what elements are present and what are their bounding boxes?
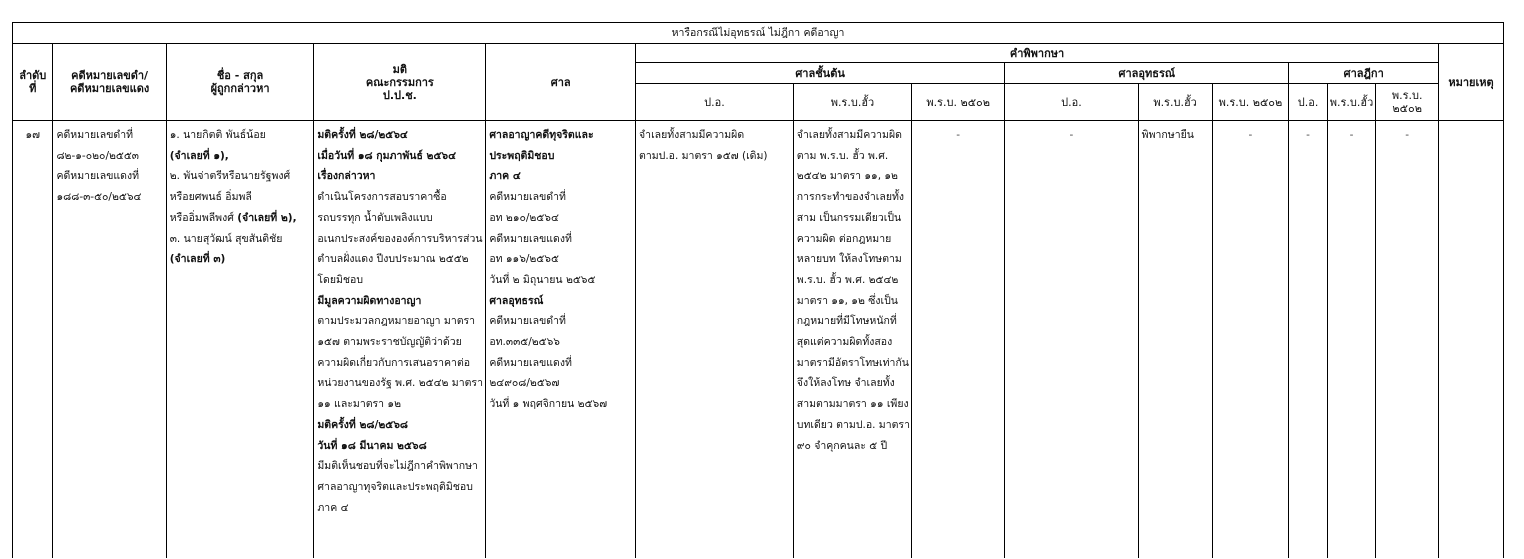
cell-line: บทเดียว ตามป.อ. มาตรา (796, 418, 910, 431)
cell-line: ๙๐ จำคุกคนละ ๕ ปี (796, 439, 888, 452)
cell-line: วันที่ ๒ มิถุนายน ๒๕๖๕ (489, 273, 596, 286)
cell-line: สามตามมาตรา ๑๑ เพียง (796, 398, 909, 411)
cell-line: เรื่องกล่าวหา (317, 170, 376, 183)
cell-first-act-2502: - (912, 121, 1005, 559)
cell-line: กฎหมายที่มีโทษหนักที่ (796, 315, 897, 328)
header-remark: หมายเหตุ (1439, 44, 1504, 121)
cell-line: มติครั้งที่ ๒๘/๒๕๖๘ (317, 418, 408, 431)
cell-line: ๑๑ และมาตรา ๑๒ (317, 398, 401, 411)
header-case-no: คดีหมายเลขดำ/ คดีหมายเลขแดง (53, 44, 166, 121)
cell-line: มติครั้งที่ ๒๘/๒๕๖๔ (317, 129, 408, 141)
header-appeal-court: ศาลอุทธรณ์ (1005, 63, 1289, 84)
header-first-po: ป.อ. (636, 84, 794, 121)
cell-line: ประพฤติมิชอบ (489, 149, 555, 162)
cell-line: สุดแต่ความผิดทั้งสอง (796, 336, 893, 349)
cell-first-bid-act (793, 121, 911, 559)
cell-supreme-act-2502: - (1376, 121, 1439, 559)
cell-line: ศาลอาญาคดีทุจริตและ (489, 129, 594, 141)
header-resolution: มติ คณะกรรมการ ป.ป.ช. (314, 44, 486, 121)
header-supreme-act-2502: พ.ร.บ. ๒๕๐๒ (1376, 84, 1439, 121)
header-first-court: ศาลชั้นต้น (636, 63, 1005, 84)
cell-line: เมื่อวันที่ ๑๘ กุมภาพันธ์ ๒๕๖๔ (317, 149, 457, 162)
cell-line: ๑๕๗ ตามพระราชบัญญัติว่าด้วย (317, 336, 462, 349)
header-court: ศาล (486, 44, 636, 121)
header-appeal-act-2502: พ.ร.บ. ๒๕๐๒ (1212, 84, 1289, 121)
cell-line: อท.๓๓๕/๒๕๖๖ (489, 336, 560, 349)
header-supreme-po: ป.อ. (1289, 84, 1327, 121)
header-appeal-po: ป.อ. (1005, 84, 1139, 121)
cell-line: อเนกประสงค์ขององค์การบริหารส่วน (317, 232, 483, 245)
cell-line: มีมูลความผิดทางอาญา (317, 294, 422, 307)
cell-line: ตำบลฝั่งแดง ปีงบประมาณ ๒๕๕๒ (317, 253, 469, 266)
cell-appeal-bid-act: พิพากษายืน (1138, 121, 1212, 559)
cell-appeal-po: - (1005, 121, 1139, 559)
header-judgment: คำพิพากษา (636, 44, 1439, 63)
header-first-act-2502: พ.ร.บ. ๒๕๐๒ (912, 84, 1005, 121)
cell-accused-name: ๑. นายกิตติ พันธ์น้อย (จำเลยที่ ๑), ๒. พันจ่าตรีหรือนายรัฐพงศ์ หรือยศพนธ์ อิ่มพลี หรืออิ่มพลีพงศ์ (จำเลยที่ ๒), ๓. นายสุวัฒน์ สุขสันติชัย (จำเลยที่ ๓) (166, 121, 314, 559)
cell-line: จึงให้ลงโทษ จำเลยทั้ง (796, 377, 895, 390)
cell-line: รถบรรทุก น้ำดับเพลิงแบบ (317, 211, 433, 224)
cell-line: พ.ร.บ. ฮั้ว พ.ศ. ๒๕๔๒ (796, 273, 899, 286)
cell-case-no: คดีหมายเลขดำที่ ๘๒-๑-๐๒๐/๒๕๕๓ คดีหมายเลขแดงที่ ๑๘๘-๓-๕๐/๒๕๖๔ (53, 121, 166, 559)
cell-line: ตามประมวลกฎหมายอาญา มาตรา (317, 315, 476, 328)
table-row (13, 121, 1504, 559)
header-appeal-bid-act: พ.ร.บ.ฮั้ว (1138, 84, 1212, 121)
cell-line: ตาม พ.ร.บ. ฮั้ว พ.ศ. (796, 149, 889, 162)
cell-line: จำเลยทั้งสามมีความผิด (796, 129, 902, 141)
cell-line: หลายบท ให้ลงโทษตาม (796, 253, 902, 266)
cell-court (486, 121, 636, 559)
header-supreme-bid-act: พ.ร.บ.ฮั้ว (1327, 84, 1376, 121)
cell-line: ดำเนินโครงการสอบราคาซื้อ (317, 191, 447, 204)
cell-appeal-act-2502: - (1212, 121, 1289, 559)
cell-line: ภาค ๔ (317, 501, 349, 514)
header-accused-name: ชื่อ - สกุล ผู้ถูกกล่าวหา (166, 44, 314, 121)
cell-line: คดีหมายเลขแดงที่ (489, 232, 572, 245)
cell-supreme-bid-act: - (1327, 121, 1376, 559)
cell-line: ศาลอุทธรณ์ (489, 294, 544, 307)
cell-line: มาตรา ๑๑, ๑๒ ซึ่งเป็น (796, 294, 898, 307)
cell-line: โดยมิชอบ (317, 273, 364, 286)
cell-line: การกระทำของจำเลยทั้ง (796, 191, 905, 204)
cell-line: อท ๒๑๐/๒๕๖๔ (489, 211, 559, 224)
cell-line: ศาลอาญาทุจริตและประพฤติมิชอบ (317, 480, 473, 493)
case-table (12, 22, 1504, 558)
cell-line: หน่วยงานของรัฐ พ.ศ. ๒๕๔๒ มาตรา (317, 377, 483, 390)
cell-line: อท ๑๑๖/๒๕๖๕ (489, 253, 559, 266)
cell-line: คดีหมายเลขแดงที่ (489, 356, 572, 369)
cell-line: สาม เป็นกรรมเดียวเป็น (796, 211, 902, 224)
cell-order: ๑๗ (13, 121, 53, 559)
table-title: หารือกรณีไม่อุทธรณ์ ไม่ฎีกา คดีอาญา (13, 23, 1504, 44)
cell-line: วันที่ ๑ พฤศจิกายน ๒๕๖๗ (489, 398, 608, 411)
cell-remark (1439, 121, 1504, 559)
cell-line: มาตรามีอัตราโทษเท่ากัน (796, 356, 909, 369)
cell-line: ความผิดเกี่ยวกับการเสนอราคาต่อ (317, 356, 471, 369)
cell-line: ความผิด ต่อกฎหมาย (796, 232, 892, 245)
cell-supreme-po: - (1289, 121, 1327, 559)
cell-line: มีมติเห็นชอบที่จะไม่ฎีกาคำพิพากษา (317, 460, 478, 473)
cell-line: คดีหมายเลขดำที่ (489, 191, 566, 204)
cell-line: คดีหมายเลขดำที่ (489, 315, 566, 328)
cell-line: ภาค ๔ (489, 170, 521, 183)
cell-line: วันที่ ๑๘ มีนาคม ๒๕๖๘ (317, 439, 427, 452)
cell-first-po: จำเลยทั้งสามมีความผิด ตามป.อ. มาตรา ๑๕๗ (เดิม) (636, 121, 794, 559)
header-supreme-court: ศาลฎีกา (1289, 63, 1439, 84)
cell-line: ๒๕๔๒ มาตรา ๑๑, ๑๒ (796, 170, 898, 183)
header-first-bid-act: พ.ร.บ.ฮั้ว (793, 84, 911, 121)
cell-line: ๒๔๙๐๘/๒๕๖๗ (489, 377, 560, 390)
cell-resolution (314, 121, 486, 559)
header-order: ลำดับ ที่ (13, 44, 53, 121)
